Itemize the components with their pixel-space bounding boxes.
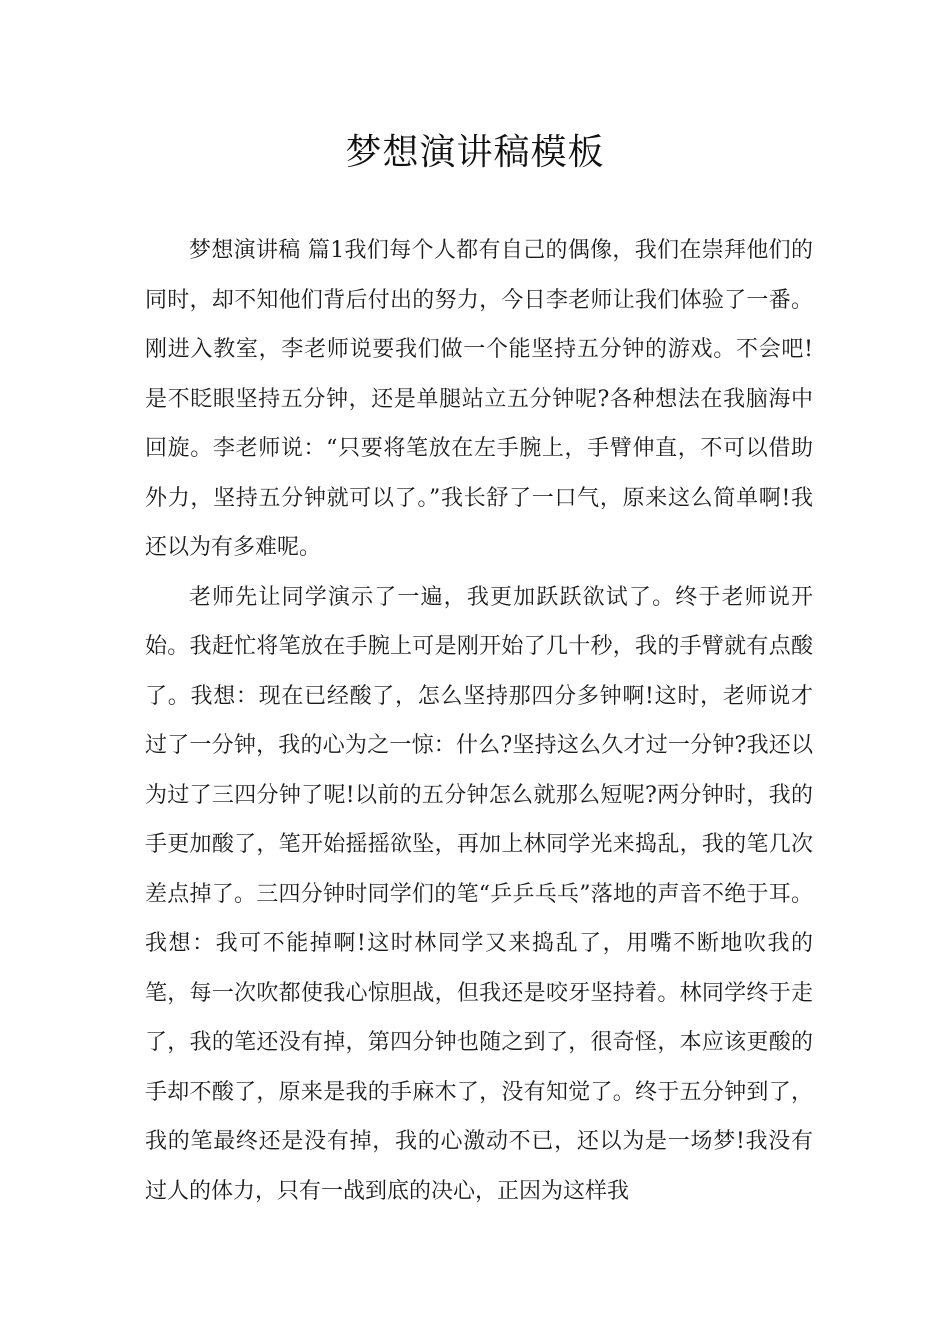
document-body [145, 226, 813, 1216]
paragraph-1: 梦想演讲稿 篇1我们每个人都有自己的偶像，我们在崇拜他们的同时，却不知他们背后付出的努力，今日李老师让我们体验了一番。刚进入教室，李老师说要我们做一个能坚持五分钟的游戏。不会吧!是不眨眼坚持五分钟，还是单腿站立五分钟呢?各种想法在我脑海中回旋。李老师说：“只要将笔放在左手腕上，手臂伸直，不可以借助外力，坚持五分钟就可以了。”我长舒了一口气，原来这么简单啊!我还以为有多难呢。 [145, 238, 813, 560]
paragraph-2: 老师先让同学演示了一遍，我更加跃跃欲试了。终于老师说开始。我赶忙将笔放在手腕上可是刚开始了几十秒，我的手臂就有点酸了。我想：现在已经酸了，怎么坚持那四分多钟啊!这时，老师说才过了一分钟，我的心为之一惊：什么?坚持这么久才过一分钟?我还以为过了三四分钟了呢!以前的五分钟怎么就那么短呢?两分钟时，我的手更加酸了，笔开始摇摇欲坠，再加上林同学光来捣乱，我的笔几次差点掉了。三四分钟时同学们的笔“乒乒乓乓”落地的声音不绝于耳。我想：我可不能掉啊!这时林同学又来捣乱了，用嘴不断地吹我的笔，每一次吹都使我心惊胆战，但我还是咬牙坚持着。林同学终于走了，我的笔还没有掉，第四分钟也随之到了，很奇怪，本应该更酸的手却不酸了，原来是我的手麻木了，没有知觉了。终于五分钟到了，我的笔最终还是没有掉，我的心激动不已，还以为是一场梦!我没有过人的体力，只有一战到底的决心，正因为这样我 [145, 584, 813, 1204]
document-title: 梦想演讲稿模板 [345, 132, 605, 173]
